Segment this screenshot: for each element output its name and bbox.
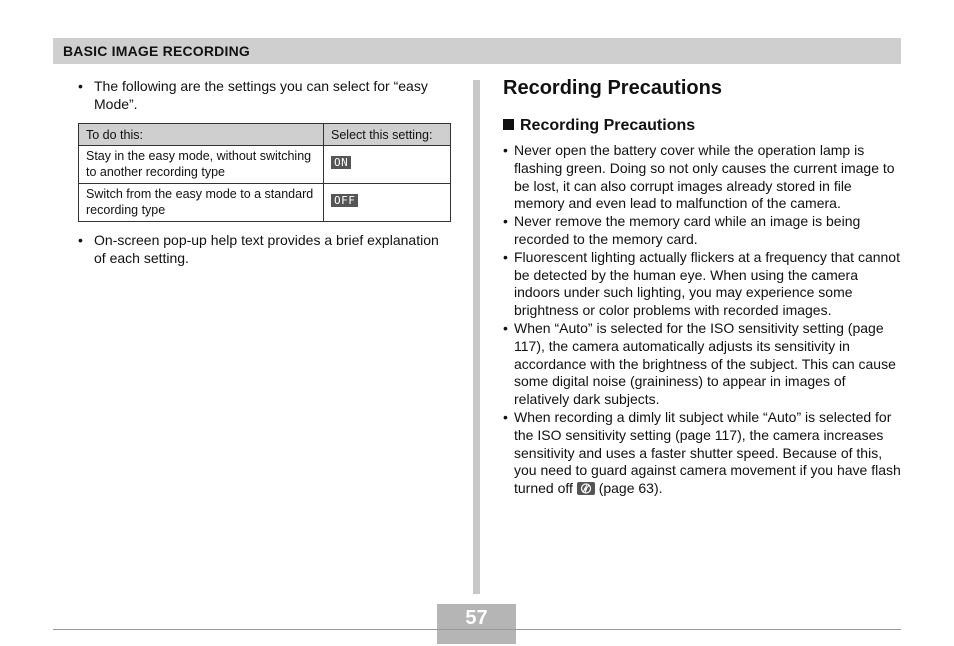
- list-item: [503, 249, 903, 320]
- right-column: [503, 76, 903, 498]
- off-setting-icon: OFF: [331, 194, 358, 207]
- table-cell-setting: [324, 184, 451, 222]
- left-column: [78, 78, 452, 267]
- list-item: [503, 142, 903, 213]
- table-row: [79, 184, 451, 222]
- subheading: [503, 116, 903, 136]
- bullet-dot: •: [78, 78, 83, 94]
- table-header-setting: Select this setting:: [324, 124, 451, 146]
- list-item-text: Fluorescent lighting actually flickers at a frequency that cannot be detected by the human eye. When using the camera indoors under such lighting, you may experience some brightness or color problems with recorded images.: [514, 248, 900, 319]
- bullet-dot: •: [78, 232, 83, 248]
- list-item: [503, 213, 903, 249]
- list-item-text-suffix: (page 63).: [598, 480, 663, 497]
- table-cell-action: Stay in the easy mode, without switching to another recording type: [79, 146, 324, 184]
- bullet-dot: •: [503, 248, 508, 265]
- subheading-text: Recording Precautions: [520, 117, 696, 134]
- bullet-dot: •: [503, 319, 508, 336]
- intro-bullet: [78, 78, 452, 113]
- table-header-action: To do this:: [79, 124, 324, 146]
- on-setting-icon: ON: [331, 156, 351, 169]
- bullet-dot: •: [503, 142, 508, 158]
- list-item-text: Never remove the memory card while an image is being recorded to the memory card.: [514, 213, 861, 247]
- bullet-dot: •: [503, 408, 508, 425]
- page-title: Recording Precautions: [503, 77, 722, 99]
- square-bullet-icon: [503, 119, 514, 130]
- footer-rule: [53, 629, 901, 630]
- settings-table: [78, 123, 451, 222]
- table-cell-setting: [324, 146, 451, 184]
- outro-bullet-text: On-screen pop-up help text provides a brief explanation of each setting.: [94, 232, 439, 266]
- list-item: [503, 320, 903, 409]
- intro-bullet-text: The following are the settings you can select for “easy Mode”.: [94, 78, 428, 112]
- list-item-text: Never open the battery cover while the operation lamp is flashing green. Doing so not only causes the current image to be lost, it can also corrupt images already stored in file memory and even lead to malfunction of the camera.: [514, 142, 895, 212]
- table-cell-action: Switch from the easy mode to a standard recording type: [79, 184, 324, 222]
- list-item: [503, 409, 903, 498]
- table-row: [79, 146, 451, 184]
- section-header-bar: [53, 38, 901, 64]
- outro-bullet: [78, 232, 452, 267]
- column-divider: [473, 80, 480, 594]
- table-header-row: [79, 124, 451, 146]
- list-item-text: When “Auto” is selected for the ISO sensitivity setting (page 117), the camera automatically adjusts its sensitivity in accordance with the brightness of the subject. This can cause some digital noise (graininess) to appear in images of relatively dark subjects.: [514, 319, 896, 408]
- bullet-dot: •: [503, 213, 508, 230]
- flash-off-icon: [577, 482, 595, 495]
- section-title: BASIC IMAGE RECORDING: [63, 43, 250, 59]
- page-number: 57: [465, 607, 488, 629]
- list-item-text: When recording a dimly lit subject while “Auto” is selected for the ISO sensitivity setting (page 117), the camera increases sensitivity and uses a faster shutter speed. Because of this, you need to guard against camera movement if you have flash turned off: [514, 408, 901, 497]
- page-number-box: [437, 604, 516, 644]
